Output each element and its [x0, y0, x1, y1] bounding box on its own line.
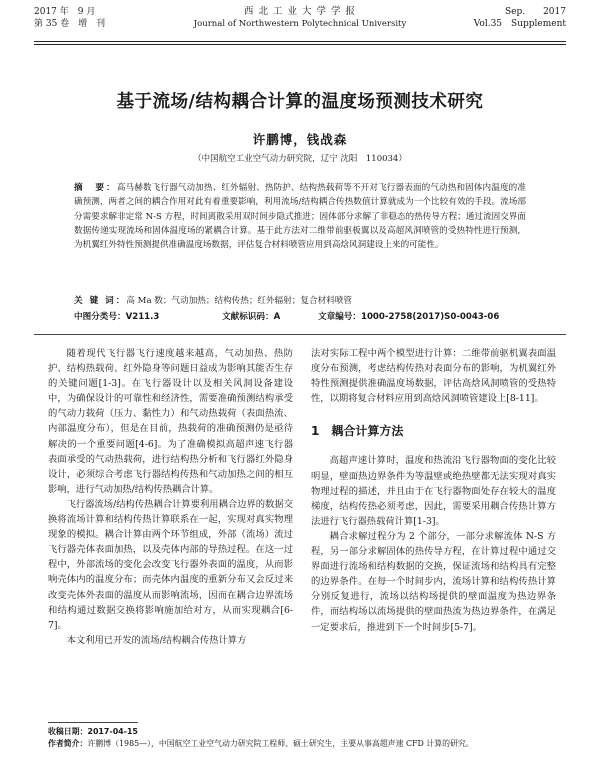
document-code: 文献标识码：A	[222, 312, 281, 322]
body-paragraph: 法对实际工程中两个模型进行计算：二维带前驱机翼表面温度分布预测，考虑结构传热对表面分布的影响，为机翼红外特性预测提供准确温度场数据，评估高焓风洞喷管的受热特性，以期将复合材料应用到高焓风洞喷管建设上[8-11]。	[311, 348, 556, 405]
header-right	[474, 6, 566, 30]
clc-number: 中图分类号：V211.3	[74, 312, 160, 322]
body-paragraph: 高超声速计算时，温度和热流沿飞行器物面的变化比较明显，壁面热边界条件为等温壁或绝热壁都无法实现对真实物理过程的描述，并且由于在飞行器物面处存在较大的温度梯度，结构传热必须考虑，因此，需要采用耦合传热计算方法进行飞行器热载荷计算[1-3]。	[311, 455, 556, 527]
header-date-en: Sep. 2017	[504, 7, 566, 17]
article-number: 文章编号：1000-2758(2017)S0-0043-06	[318, 312, 500, 322]
keywords-text: 高 Ma 数；气动加热；结构传热；红外辐射；复合材料喷管	[126, 296, 352, 306]
header-date: 2017 年 9 月	[34, 7, 96, 17]
header-rule-thin	[34, 44, 566, 45]
body-paragraph: 随着现代飞行器飞行速度越来越高，气动加热、热防护、结构热载荷、红外隐身等问题日益成为影响其能否生存的关键问题[1-3]。在飞行器设计以及相关风洞设备建设中，为确保设计的可靠性和经济性，需要准确预测结构承受的气动力载荷（压力、黏性力）和气动热载荷（表面热流、内部温度分布），但是在目前，热载荷的准确预测仍是亟待解决的一个重要问题[4-6]。为了准确模拟高超声速飞行器表面承受的气动热载荷，进行结构热分析和飞行器红外隐身设计，必须综合考虑飞行器结构传热和气动加热之间的相互影响，进行气动加热/结构传热耦合计算。	[48, 348, 293, 495]
author-bio: 许鹏博（1985—），中国航空工业空气动力研究院工程师、硕士研究生，主要从事高超声速 CFD 计算的研究。	[87, 739, 474, 748]
author-bio-label: 作者简介：	[48, 739, 88, 748]
abstract-text: 高马赫数飞行器气动加热、红外辐射、热防护、结构热载荷等不开对飞行器表面的气动热和固体内温度的准确预测，两者之间的耦合作用对此有着重要影响，利用流场/结构耦合传热数值计算就成为一个比较有效的手段。流场部分需要求解非定常 N-S 方程，时间离散采用双时间步隐式推进；固体部分求解了非稳态的热传导方程；通过流固交界面数据传递实现流场和固体温度场的紧耦合计算。基于此方法对二维带前驱板翼以及高超风洞喷管的受热特性进行预测，为机翼红外特性预测提供准确温度场数据，评估复合材料喷管应用到高焓风洞建设上来的可能性。	[74, 183, 526, 251]
body-paragraph: 本文利用已开发的流场/结构耦合传热计算方	[66, 634, 247, 646]
received-date: 收稿日期：2017-04-15	[48, 727, 138, 736]
journal-name-cn: 西 北 工 业 大 学 学 报	[243, 6, 357, 17]
right-column	[311, 346, 556, 635]
keywords	[74, 295, 526, 308]
affiliation: （中国航空工业空气动力研究院，辽宁 沈阳 110034）	[193, 154, 407, 164]
authors: 许鹏博，钱战森	[252, 132, 348, 147]
running-header	[34, 6, 566, 40]
journal-name-en: Journal of Northwestern Polytechnical University	[193, 19, 407, 29]
footnote-rule	[48, 722, 138, 723]
abstract-rule	[34, 334, 566, 335]
section-heading: 1 耦合计算方法	[311, 424, 404, 439]
body-paragraph: 飞行器流场/结构传热耦合计算要利用耦合边界的数据交换将流场计算和结构传热计算联系在一起，实现对真实物理现象的模拟。耦合计算由两个环节组成，外部（流场）流过飞行器壳体表面加热，以及壳体内部的导热过程。在这一过程中，外部流场的变化会改变飞行器外表面的温度，从而影响壳体内的温度分布；而壳体内温度的重新分布又会反过来改变壳体外表面的温度从而影响流场，因而在耦合边界流场和结构通过数据交换将影响施加给对方，从而实现耦合[6-7]。	[48, 498, 293, 631]
keywords-label: 关 键 词：	[74, 296, 127, 306]
footnote	[48, 726, 566, 750]
header-rule	[34, 41, 566, 42]
paper-title: 基于流场/结构耦合计算的温度场预测技术研究	[116, 92, 484, 112]
header-volume-en: Vol.35 Supplement	[473, 19, 566, 29]
abstract-label: 摘 要：	[74, 183, 117, 193]
abstract	[74, 181, 526, 252]
left-column	[48, 346, 293, 648]
header-volume: 第 35 卷 增 刊	[34, 19, 106, 29]
body-paragraph: 耦合求解过程分为 2 个部分，一部分求解流体 N-S 方程，另一部分求解固体的热传导方程，在计算过程中通过交界面进行流场和结构数据的交换，保证流场和结构具有完整的边界条件。在每一个时间步内，流场计算和结构传热计算分别反复进行，流场以结构场提供的壁面温度为热边界条件，而结构场以流场提供的壁面热流为热边界条件，在满足一定要求后，推进到下一个时间步[5-7]。	[311, 530, 556, 633]
